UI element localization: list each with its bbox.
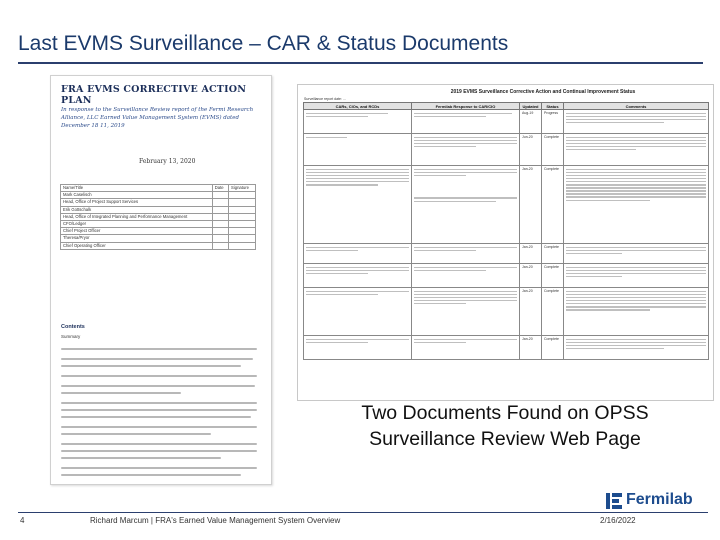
status-table: [303, 102, 709, 360]
cap-heading: FRA EVMS CORRECTIVE ACTION PLAN: [61, 84, 247, 106]
row-status: Complete: [544, 245, 559, 249]
status-table-header: Status: [542, 103, 564, 110]
caption-line-2: Surveillance Review Web Page: [369, 428, 641, 450]
signoff-role: Head, Office of Project Support Services: [61, 199, 213, 206]
cap-summary-label: Summary: [61, 334, 81, 339]
row-status: Complete: [544, 167, 559, 171]
fermilab-logo-icon: [604, 491, 624, 511]
row-status: Progress: [544, 111, 559, 115]
table-row: [304, 110, 709, 134]
status-table-header: Updated: [520, 103, 542, 110]
caption-line-1: Two Documents Found on OPSS: [361, 402, 649, 424]
signoff-role: Mark Caselisch: [61, 192, 213, 199]
table-row: [304, 264, 709, 288]
slide-caption: [300, 400, 710, 452]
signoff-role: Erik Gottschalk: [61, 206, 213, 213]
logo-wordmark: Fermilab: [626, 491, 693, 508]
row-status: Complete: [544, 135, 559, 139]
signoff-role: Chief Operating Officer: [61, 242, 213, 249]
table-row: [304, 288, 709, 336]
slide-title: Last EVMS Surveillance – CAR & Status Documents: [18, 32, 509, 55]
fermilab-logo: [604, 490, 714, 512]
row-status: Complete: [544, 337, 559, 341]
status-table-header: CARs, CIOs, and RCDs: [304, 103, 412, 110]
signoff-role: Head, Office of Integrated Planning and Performance Management: [61, 213, 213, 220]
footer-date: 2/16/2022: [600, 516, 636, 525]
row-updated: Jan-20: [522, 289, 533, 293]
signoff-role: CFO/Ledger: [61, 220, 213, 227]
row-updated: Jan-20: [522, 167, 533, 171]
table-row: [304, 244, 709, 264]
table-row: [304, 134, 709, 166]
signoff-role: Chief Project Officer: [61, 228, 213, 235]
signoff-role: Theresa/Pryor: [61, 235, 213, 242]
cap-signoff-table: [60, 184, 256, 250]
row-updated: Jan-20: [522, 337, 533, 341]
row-updated: Jun-20: [522, 135, 533, 139]
status-table-header: Comments: [564, 103, 709, 110]
footer-divider: [18, 512, 708, 513]
table-row: [304, 166, 709, 244]
status-doc-caption: Surveillance report date: ...: [304, 97, 346, 101]
cap-subtitle: In response to the Surveillance Review report of the Fermi Research Alliance, LLC Earned Value Management System (EVMS) dated December 18 11, 2019: [61, 107, 254, 129]
cap-contents-label: Contents: [61, 324, 85, 330]
table-row: [304, 336, 709, 360]
status-doc-title: 2019 EVMS Surveillance Corrective Action and Continual Improvement Status: [450, 89, 636, 95]
title-divider: [18, 62, 703, 64]
cap-date: February 13, 2020: [139, 158, 196, 165]
footer-text: Richard Marcum | FRA's Earned Value Management System Overview: [90, 516, 341, 525]
signoff-header: Signature: [229, 185, 256, 192]
page-number: 4: [20, 516, 25, 525]
signoff-header: Date: [212, 185, 228, 192]
corrective-action-plan-document: [50, 75, 272, 485]
row-updated: Jan-20: [522, 245, 533, 249]
row-status: Complete: [544, 265, 559, 269]
row-updated: Aug-19: [522, 111, 534, 115]
signoff-header: Name/Title: [61, 185, 213, 192]
status-table-header: Fermilab Response to CAR/CIO: [412, 103, 520, 110]
evms-status-document: [297, 84, 714, 401]
row-status: Complete: [544, 289, 559, 293]
row-updated: Jan-20: [522, 265, 533, 269]
